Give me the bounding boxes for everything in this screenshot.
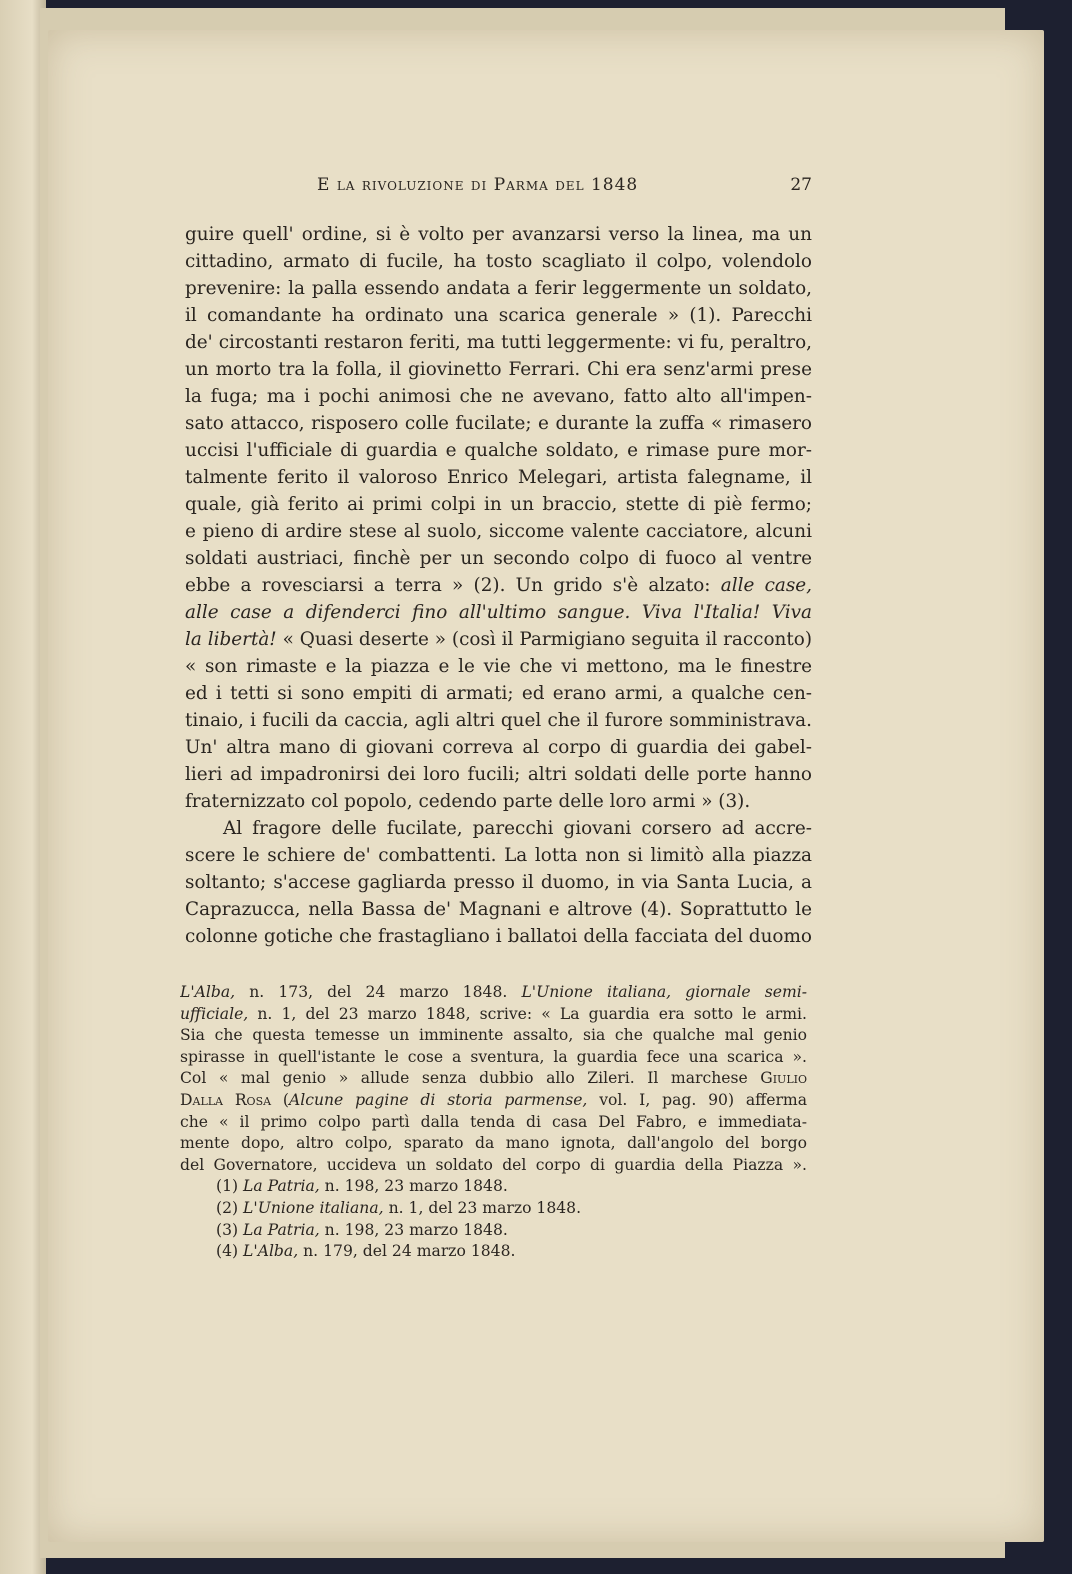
text-segment: (3): [216, 1220, 244, 1239]
text-segment: Sia che questa temesse un imminente assalto, sia che qualche mal genio: [180, 1026, 807, 1045]
text-segment: colonne gotiche che frastagliano i ballatoi della facciata del duomo: [185, 926, 812, 947]
body-line: [185, 572, 812, 599]
body-line: [185, 788, 812, 815]
footnote-line: [180, 1025, 807, 1047]
footnote-line: [180, 1004, 807, 1026]
text-segment: ed i tetti si sono empiti di armati; ed erano armi, a qualche cen-: [185, 683, 812, 704]
text-segment: (4): [216, 1242, 244, 1261]
footnote-line: [180, 1176, 807, 1198]
body-line: [185, 221, 812, 248]
footnote-line: [180, 1047, 807, 1069]
text-segment: che « il primo colpo partì dalla tenda di casa Del Fabro, e immediata-: [180, 1112, 807, 1131]
text-segment: Col « mal genio » allude senza dubbio allo Zileri. Il marchese: [180, 1069, 761, 1088]
text-segment: Caprazucca, nella Bassa de' Magnani e altrove (4). Soprattutto le: [185, 899, 812, 920]
page-number: 27: [790, 175, 812, 195]
text-segment: guire quell' ordine, si è volto per avanzarsi verso la linea, ma un: [185, 224, 812, 245]
text-segment: n. 198, 23 marzo 1848.: [319, 1177, 508, 1196]
body-line: [185, 599, 812, 626]
italic-text: alle case,: [720, 575, 812, 596]
body-line: [185, 356, 812, 383]
running-title: E la rivoluzione di Parma del 1848: [317, 175, 639, 195]
text-segment: (1): [216, 1177, 244, 1196]
text-segment: fraternizzato col popolo, cedendo parte delle loro armi » (3).: [185, 791, 751, 812]
body-line: [185, 302, 812, 329]
text-segment: un morto tra la folla, il giovinetto Ferrari. Chi era senz'armi prese: [185, 359, 812, 380]
text-segment: e pieno di ardire stese al suolo, siccome valente cacciatore, alcuni: [185, 521, 812, 542]
footnote-line: [180, 982, 807, 1004]
italic-text: la libertà!: [185, 629, 283, 650]
italic-text: La Patria,: [243, 1177, 320, 1196]
text-segment: tinaio, i fucili da caccia, agli altri quel che il furore somministrava.: [185, 710, 812, 731]
italic-text: L'Unione italiana, giornale semi-: [521, 983, 807, 1001]
text-segment: ebbe a rovesciarsi a terra » (2). Un grido s'è alzato:: [185, 575, 721, 596]
text-segment: n. 173, del 24 marzo 1848.: [235, 983, 522, 1001]
body-line: [185, 842, 812, 869]
footnote-line: [180, 1112, 807, 1134]
text-segment: Al fragore delle fucilate, parecchi giovani corsero ad accre-: [223, 818, 812, 839]
body-line: [185, 653, 812, 680]
text-segment: vol. I, pag. 90) afferma: [587, 1090, 807, 1109]
text-segment: quale, già ferito ai primi colpi in un braccio, stette di piè fermo;: [185, 494, 812, 515]
italic-text: ufficiale,: [180, 1004, 249, 1023]
body-line: [185, 545, 812, 572]
body-line: [185, 869, 812, 896]
text-segment: n. 198, 23 marzo 1848.: [319, 1220, 508, 1239]
text-segment: n. 1, del 23 marzo 1848, scrive: « La guardia era sotto le armi.: [248, 1004, 807, 1023]
body-line: [185, 923, 812, 950]
text-segment: sato attacco, risposero colle fucilate; e durante la zuffa « rimasero: [185, 413, 812, 434]
body-line: [185, 626, 812, 653]
text-segment: talmente ferito il valoroso Enrico Melegari, artista falegname, il: [185, 467, 812, 488]
body-text: [185, 221, 812, 950]
footnote-line: [180, 1133, 807, 1155]
body-line: [185, 707, 812, 734]
body-line: [185, 464, 812, 491]
italic-text: alle case a difenderci fino all'ultimo sangue. Viva l'Italia! Viva: [185, 602, 812, 623]
running-header: [185, 175, 812, 197]
text-segment: prevenire: la palla essendo andata a ferir leggermente un soldato,: [185, 278, 812, 299]
body-line: [185, 680, 812, 707]
body-line: [185, 734, 812, 761]
body-line: [185, 815, 812, 842]
footnote-line: [180, 1198, 807, 1220]
italic-text: L'Unione italiana,: [243, 1198, 384, 1217]
text-segment: mente dopo, altro colpo, sparato da mano ignota, dall'angolo del borgo: [180, 1134, 807, 1153]
text-segment: de' circostanti restaron feriti, ma tutti leggermente: vi fu, peraltro,: [185, 332, 812, 353]
body-line: [185, 761, 812, 788]
footnotes: [180, 982, 807, 1263]
text-segment: n. 179, del 24 marzo 1848.: [298, 1242, 516, 1261]
text-segment: cittadino, armato di fucile, ha tosto scagliato il colpo, volendolo: [185, 251, 812, 272]
italic-text: L'Alba,: [180, 983, 236, 1001]
italic-text: L'Alba,: [243, 1242, 299, 1261]
body-line: [185, 248, 812, 275]
small-caps-name: Giulio: [760, 1069, 807, 1088]
italic-text: Alcune pagine di storia parmense,: [288, 1090, 588, 1109]
text-segment: soltanto; s'accese gagliarda presso il duomo, in via Santa Lucia, a: [185, 872, 812, 893]
footnote-line: [180, 1241, 807, 1263]
body-line: [185, 329, 812, 356]
text-segment: (: [271, 1090, 289, 1109]
footnote-line: [180, 1220, 807, 1242]
body-line: [185, 275, 812, 302]
text-segment: « Quasi deserte » (così il Parmigiano seguita il racconto): [282, 629, 812, 650]
body-line: [185, 896, 812, 923]
small-caps-name: Dalla Rosa: [180, 1090, 272, 1109]
italic-text: La Patria,: [243, 1220, 320, 1239]
footnote-line: [180, 1155, 807, 1177]
body-line: [185, 518, 812, 545]
text-segment: uccisi l'ufficiale di guardia e qualche soldato, e rimase pure mor-: [185, 440, 812, 461]
footnote-line: [180, 1068, 807, 1090]
text-segment: del Governatore, uccideva un soldato del corpo di guardia della Piazza ».: [180, 1155, 807, 1174]
text-segment: la fuga; ma i pochi animosi che ne avevano, fatto alto all'impen-: [185, 386, 812, 407]
text-segment: « son rimaste e la piazza e le vie che vi mettono, ma le finestre: [185, 656, 812, 677]
text-segment: n. 1, del 23 marzo 1848.: [383, 1198, 582, 1217]
body-line: [185, 491, 812, 518]
footnote-line: [180, 1090, 807, 1112]
text-segment: lieri ad impadronirsi dei loro fucili; altri soldati delle porte hanno: [185, 764, 812, 785]
body-line: [185, 383, 812, 410]
text-segment: spirasse in quell'istante le cose a sventura, la guardia fece una scarica ».: [180, 1047, 807, 1066]
text-segment: scere le schiere de' combattenti. La lotta non si limitò alla piazza: [185, 845, 812, 866]
text-segment: il comandante ha ordinato una scarica generale » (1). Parecchi: [185, 305, 812, 326]
text-segment: (2): [216, 1198, 244, 1217]
text-segment: Un' altra mano di giovani correva al corpo di guardia dei gabel-: [185, 737, 812, 758]
body-line: [185, 437, 812, 464]
text-segment: soldati austriaci, finchè per un secondo colpo di fuoco al ventre: [185, 548, 812, 569]
body-line: [185, 410, 812, 437]
